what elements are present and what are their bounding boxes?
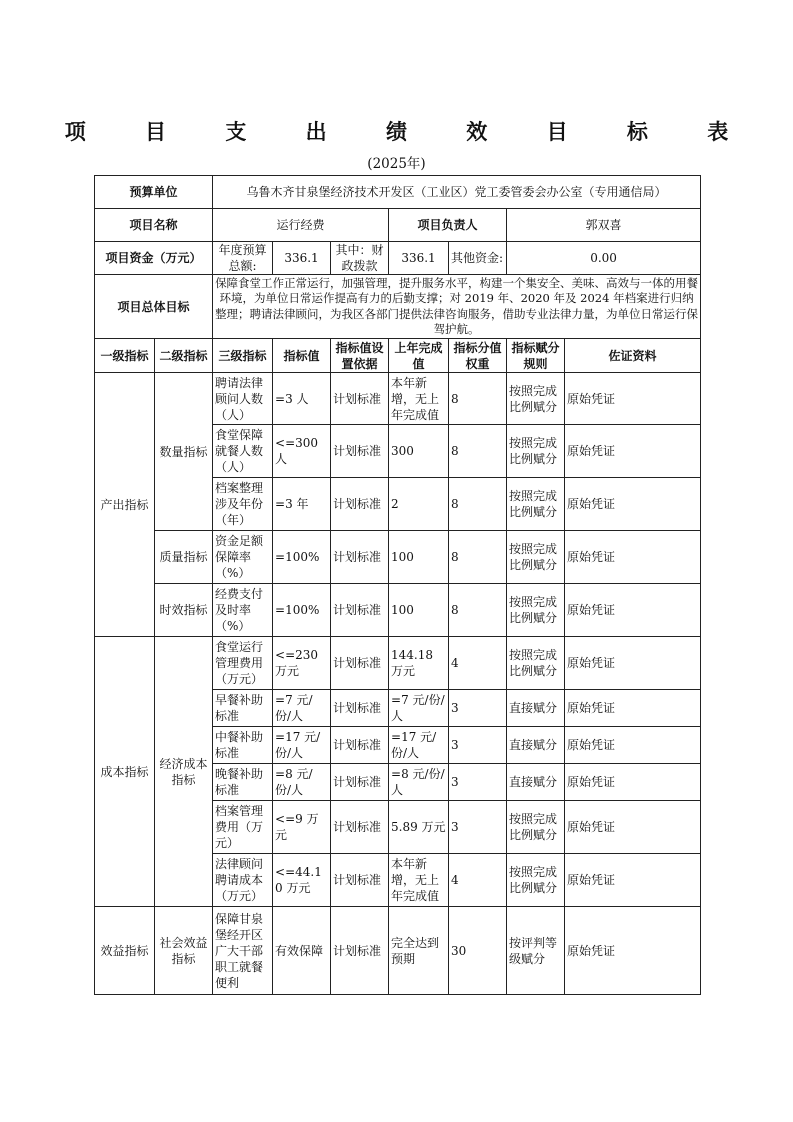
scoring-rule: 按照完成比例赋分 [507, 373, 565, 425]
indicator-value: =17 元/份/人 [273, 727, 331, 764]
budget-unit-label: 预算单位 [95, 176, 213, 209]
level3-indicator: 食堂运行管理费用（万元） [213, 637, 273, 690]
header-weight: 指标分值权重 [449, 339, 507, 373]
level3-indicator: 食堂保障就餐人数（人） [213, 425, 273, 478]
overall-goal-label: 项目总体目标 [95, 275, 213, 339]
prev-year-value: =7 元/份/人 [389, 690, 449, 727]
indicator-basis: 计划标准 [331, 727, 389, 764]
level3-indicator: 档案整理涉及年份（年） [213, 478, 273, 531]
level2-economic-cost: 经济成本指标 [155, 637, 213, 907]
scoring-rule: 直接赋分 [507, 690, 565, 727]
scoring-rule: 按照完成比例赋分 [507, 425, 565, 478]
indicator-basis: 计划标准 [331, 425, 389, 478]
indicator-weight: 3 [449, 727, 507, 764]
scoring-rule: 按照完成比例赋分 [507, 637, 565, 690]
header-value: 指标值 [273, 339, 331, 373]
level3-indicator: 保障甘泉堡经开区广大干部职工就餐便利 [213, 907, 273, 995]
scoring-rule: 按照完成比例赋分 [507, 854, 565, 907]
prev-year-value: 100 [389, 584, 449, 637]
indicator-value: <=44.10 万元 [273, 854, 331, 907]
level3-indicator: 经费支付及时率（%） [213, 584, 273, 637]
level3-indicator: 资金足额保障率（%） [213, 531, 273, 584]
level3-indicator: 聘请法律顾问人数（人） [213, 373, 273, 425]
evidence: 原始凭证 [565, 637, 701, 690]
indicator-value: <=9 万元 [273, 801, 331, 854]
indicator-value: =3 年 [273, 478, 331, 531]
budget-unit-value: 乌鲁木齐甘泉堡经济技术开发区（工业区）党工委管委会办公室（专用通信局） [213, 176, 701, 209]
indicator-weight: 3 [449, 801, 507, 854]
table-row [95, 584, 701, 637]
indicator-weight: 8 [449, 425, 507, 478]
indicator-basis: 计划标准 [331, 854, 389, 907]
indicator-weight: 3 [449, 690, 507, 727]
evidence: 原始凭证 [565, 801, 701, 854]
indicator-weight: 8 [449, 531, 507, 584]
table-row [95, 373, 701, 425]
indicator-value: =8 元/份/人 [273, 764, 331, 801]
level3-indicator: 法律顾问聘请成本（万元） [213, 854, 273, 907]
prev-year-value: 2 [389, 478, 449, 531]
scoring-rule: 按评判等级赋分 [507, 907, 565, 995]
project-name-label: 项目名称 [95, 209, 213, 242]
prev-year-value: 144.18 万元 [389, 637, 449, 690]
annual-budget-value: 336.1 [273, 242, 331, 275]
indicator-basis: 计划标准 [331, 478, 389, 531]
project-leader-label: 项目负责人 [389, 209, 507, 242]
indicator-weight: 4 [449, 637, 507, 690]
level1-cost: 成本指标 [95, 637, 155, 907]
indicator-value: =100% [273, 584, 331, 637]
table-row [95, 531, 701, 584]
scoring-rule: 直接赋分 [507, 727, 565, 764]
table-row [95, 907, 701, 995]
indicator-value: 有效保障 [273, 907, 331, 995]
prev-year-value: 100 [389, 531, 449, 584]
evidence: 原始凭证 [565, 690, 701, 727]
indicator-basis: 计划标准 [331, 690, 389, 727]
indicator-value: =7 元/份/人 [273, 690, 331, 727]
prev-year-value: =8 元/份/人 [389, 764, 449, 801]
document-year: (2025年) [367, 156, 426, 172]
scoring-rule: 按照完成比例赋分 [507, 531, 565, 584]
scoring-rule: 按照完成比例赋分 [507, 584, 565, 637]
level1-benefit: 效益指标 [95, 907, 155, 995]
fiscal-label: 其中：财政拨款 [331, 242, 389, 275]
indicator-basis: 计划标准 [331, 584, 389, 637]
level2-quantity: 数量指标 [155, 373, 213, 531]
scoring-rule: 直接赋分 [507, 764, 565, 801]
indicator-weight: 30 [449, 907, 507, 995]
overall-goal-value: 保障食堂工作正常运行，加强管理，提升服务水平，构建一个集安全、美味、高效与一体的用餐环境，为单位日常运作提高有力的后勤支撑；对 2019 年、2020 年及 2024 年档案进行归纳整理；聘请法律顾问，为我区各部门提供法律咨询服务，借助专业法律力量，为单位日常运行保驾护航。 [213, 275, 701, 339]
level1-output: 产出指标 [95, 373, 155, 637]
header-basis: 指标值设置依据 [331, 339, 389, 373]
project-leader-value: 郭双喜 [507, 209, 701, 242]
prev-year-value: 300 [389, 425, 449, 478]
evidence: 原始凭证 [565, 584, 701, 637]
evidence: 原始凭证 [565, 478, 701, 531]
level3-indicator: 晚餐补助标准 [213, 764, 273, 801]
indicator-value: =3 人 [273, 373, 331, 425]
table-row [95, 637, 701, 690]
document-title: 项 目 支 出 绩 效 目 标 表 [64, 119, 755, 144]
level2-quality: 质量指标 [155, 531, 213, 584]
scoring-rule: 按照完成比例赋分 [507, 478, 565, 531]
indicator-weight: 8 [449, 584, 507, 637]
prev-year-value: =17 元/份/人 [389, 727, 449, 764]
indicator-value: =100% [273, 531, 331, 584]
other-funds-value: 0.00 [507, 242, 701, 275]
performance-target-table [94, 175, 701, 995]
evidence: 原始凭证 [565, 425, 701, 478]
level3-indicator: 档案管理费用（万元） [213, 801, 273, 854]
indicator-weight: 4 [449, 854, 507, 907]
indicator-value: <=300 人 [273, 425, 331, 478]
indicator-value: <=230 万元 [273, 637, 331, 690]
indicator-basis: 计划标准 [331, 764, 389, 801]
indicator-basis: 计划标准 [331, 373, 389, 425]
indicator-basis: 计划标准 [331, 531, 389, 584]
indicator-weight: 8 [449, 478, 507, 531]
annual-budget-label: 年度预算总额: [213, 242, 273, 275]
other-funds-label: 其他资金: [449, 242, 507, 275]
prev-year-value: 本年新增，无上年完成值 [389, 854, 449, 907]
evidence: 原始凭证 [565, 531, 701, 584]
header-level1: 一级指标 [95, 339, 155, 373]
indicator-basis: 计划标准 [331, 637, 389, 690]
level2-timeliness: 时效指标 [155, 584, 213, 637]
evidence: 原始凭证 [565, 907, 701, 995]
project-name-value: 运行经费 [213, 209, 389, 242]
evidence: 原始凭证 [565, 373, 701, 425]
header-rule: 指标赋分规则 [507, 339, 565, 373]
level3-indicator: 早餐补助标准 [213, 690, 273, 727]
header-evidence: 佐证资料 [565, 339, 701, 373]
header-level2: 二级指标 [155, 339, 213, 373]
prev-year-value: 5.89 万元 [389, 801, 449, 854]
indicator-weight: 8 [449, 373, 507, 425]
prev-year-value: 本年新增，无上年完成值 [389, 373, 449, 425]
header-level3: 三级指标 [213, 339, 273, 373]
indicator-basis: 计划标准 [331, 907, 389, 995]
fiscal-value: 336.1 [389, 242, 449, 275]
indicator-basis: 计划标准 [331, 801, 389, 854]
level3-indicator: 中餐补助标准 [213, 727, 273, 764]
evidence: 原始凭证 [565, 727, 701, 764]
prev-year-value: 完全达到预期 [389, 907, 449, 995]
level2-social-benefit: 社会效益指标 [155, 907, 213, 995]
evidence: 原始凭证 [565, 764, 701, 801]
header-prev: 上年完成值 [389, 339, 449, 373]
scoring-rule: 按照完成比例赋分 [507, 801, 565, 854]
funds-label: 项目资金（万元） [95, 242, 213, 275]
evidence: 原始凭证 [565, 854, 701, 907]
indicator-weight: 3 [449, 764, 507, 801]
